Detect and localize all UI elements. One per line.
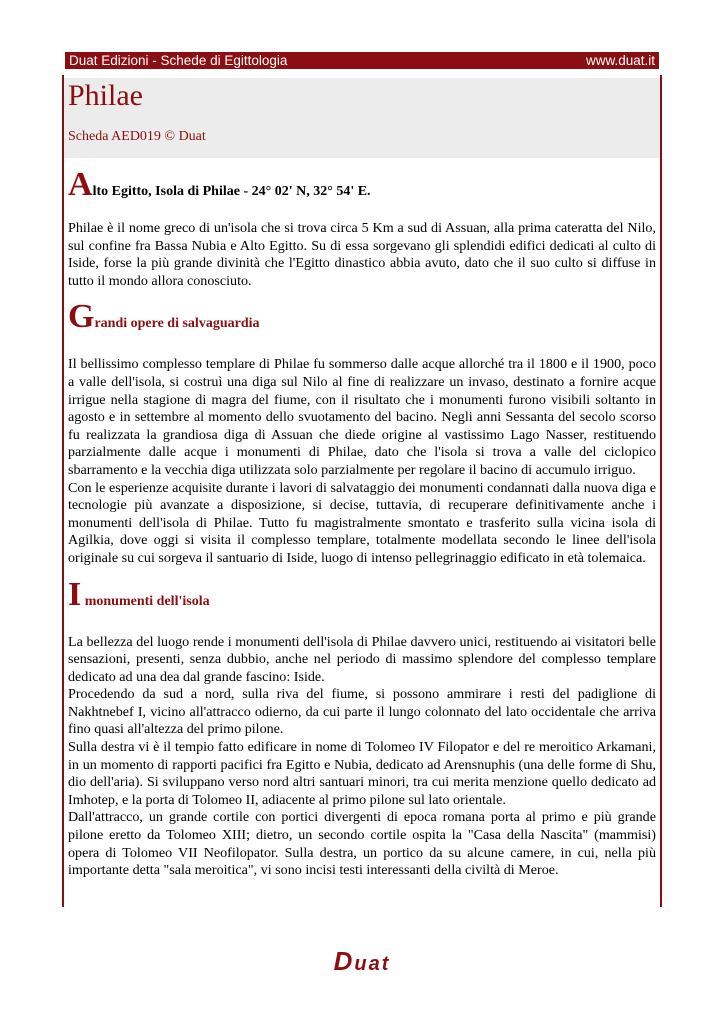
paragraph: Dall'attracco, un grande cortile con portici divergenti di epoca romana porta al primo e più grande pilone eretto da Tolomeo XIII; dietro, un secondo cortile ospita la "Casa della Nascita" (mammisi) opera di Tolomeo VII Neofilopator. Sulla destra, un portico da su alcune camere, in cui, nella più importante detta "sala meroitica", vi sono incisi testi interessanti della civiltà di Meroe. — [68, 809, 656, 879]
paragraph: Il bellissimo complesso templare di Philae fu sommerso dalle acque allorché tra il 1800 e il 1900, poco a valle dell'isola, si costruì una diga sul Nilo al fine di realizzare un invaso, destinato a fornire acque irrigue nella stagione di magra del fiume, con il risultato che i monumenti furono visibili soltanto in agosto e in settembre al momento dello svuotamento del bacino. Negli anni Sessanta del secolo scorso fu realizzata la grandiosa diga di Assuan che diede origine al vastissimo Lago Nasser, restituendo parzialmente dalle acque i monumenti di Philae, dato che l'isola si trova a valle del ciclopico sbarramento e la vecchia diga utilizzata solo parzialmente per regolare il bacino di accumulo irriguo. — [68, 356, 656, 478]
section-monumenti — [68, 575, 656, 880]
paragraph: Con le esperienze acquisite durante i lavori di salvataggio dei monumenti condannati dalla nuova diga e tecnologie più avanzate a disposizione, si decise, tuttavia, di recuperare definitivamente anche i monumenti dell'isola di Philae. Tutto fu magistralmente smontato e trasferito sulla vicina isola di Agilkia, dove oggi si visita il complesso templare, totalmente modellata secondo le linee dell'isola originale su cui sorgeva il santuario di Iside, luogo di intenso pellegrinaggio edificato in età tolemaica. — [68, 479, 656, 566]
page-title: Philae — [68, 79, 143, 112]
document-body — [68, 168, 656, 880]
heading-text: monumenti dell'isola — [81, 593, 210, 609]
drop-initial: I — [68, 575, 82, 613]
paragraph: Philae è il nome greco di un'isola che si trova circa 5 Km a sud di Assuan, alla prima cateratta del Nilo, sul confine fra Bassa Nubia e Alto Egitto. Su di essa sorgevano gli splendidi edifici dedicati al culto di Iside, forse la più grande divinità che l'Egitto dinastico abbia avuto, dato che il suo culto si diffuse in tutto il mondo allora conosciuto. — [68, 220, 656, 289]
drop-initial: G — [68, 298, 95, 336]
section-heading — [68, 300, 656, 344]
header-publisher: Duat Edizioni - Schede di Egittologia — [69, 53, 288, 68]
section-heading — [68, 168, 656, 212]
title-box — [64, 78, 660, 158]
scheda-code: Scheda AED019 © Duat — [68, 129, 206, 144]
section-location — [68, 168, 656, 290]
header-website-link[interactable]: www.duat.it — [585, 53, 655, 68]
paragraph: La bellezza del luogo rende i monumenti dell'isola di Philae davvero unici, restituendo ai visitatori belle sensazioni, presenti, senza dubbio, anche nel periodo di massimo splendore del complesso templare dedicato ad una dea dal grande fascino: Iside. — [68, 633, 656, 685]
logo-letter-d: D — [333, 946, 355, 976]
paragraph: Procedendo da sud a nord, sulla riva del fiume, si possono ammirare i resti del padiglione di Nakhtnebef I, vicino all'attracco odierno, da cui parte il lungo colonnato del lato occidentale che arriva fino quasi all'altezza del primo pilone. — [68, 686, 656, 738]
header-bar — [65, 52, 659, 69]
drop-initial: A — [68, 166, 93, 203]
section-salvaguardia — [68, 300, 656, 567]
logo-text: uat — [354, 953, 391, 975]
duat-logo — [0, 946, 724, 977]
paragraph: Sulla destra vi è il tempio fatto edificare in nome di Tolomeo IV Filopator e del re meroitico Arkamani, in un momento di rapporti pacifici fra Egitto e Nubia, dedicato ad Arensnuphis (una delle forme di Shu, dio dell'aria). Si sviluppano verso nord altri santuari minori, tra cui merita menzione quello dedicato ad Imhotep, e la porta di Tolomeo II, adiacente al primo pilone sul lato orientale. — [68, 739, 656, 808]
heading-text: lto Egitto, Isola di Philae - 24° 02' N, 32° 54' E. — [92, 184, 371, 199]
section-heading — [68, 575, 656, 622]
heading-text: randi opere di salvaguardia — [94, 316, 260, 332]
